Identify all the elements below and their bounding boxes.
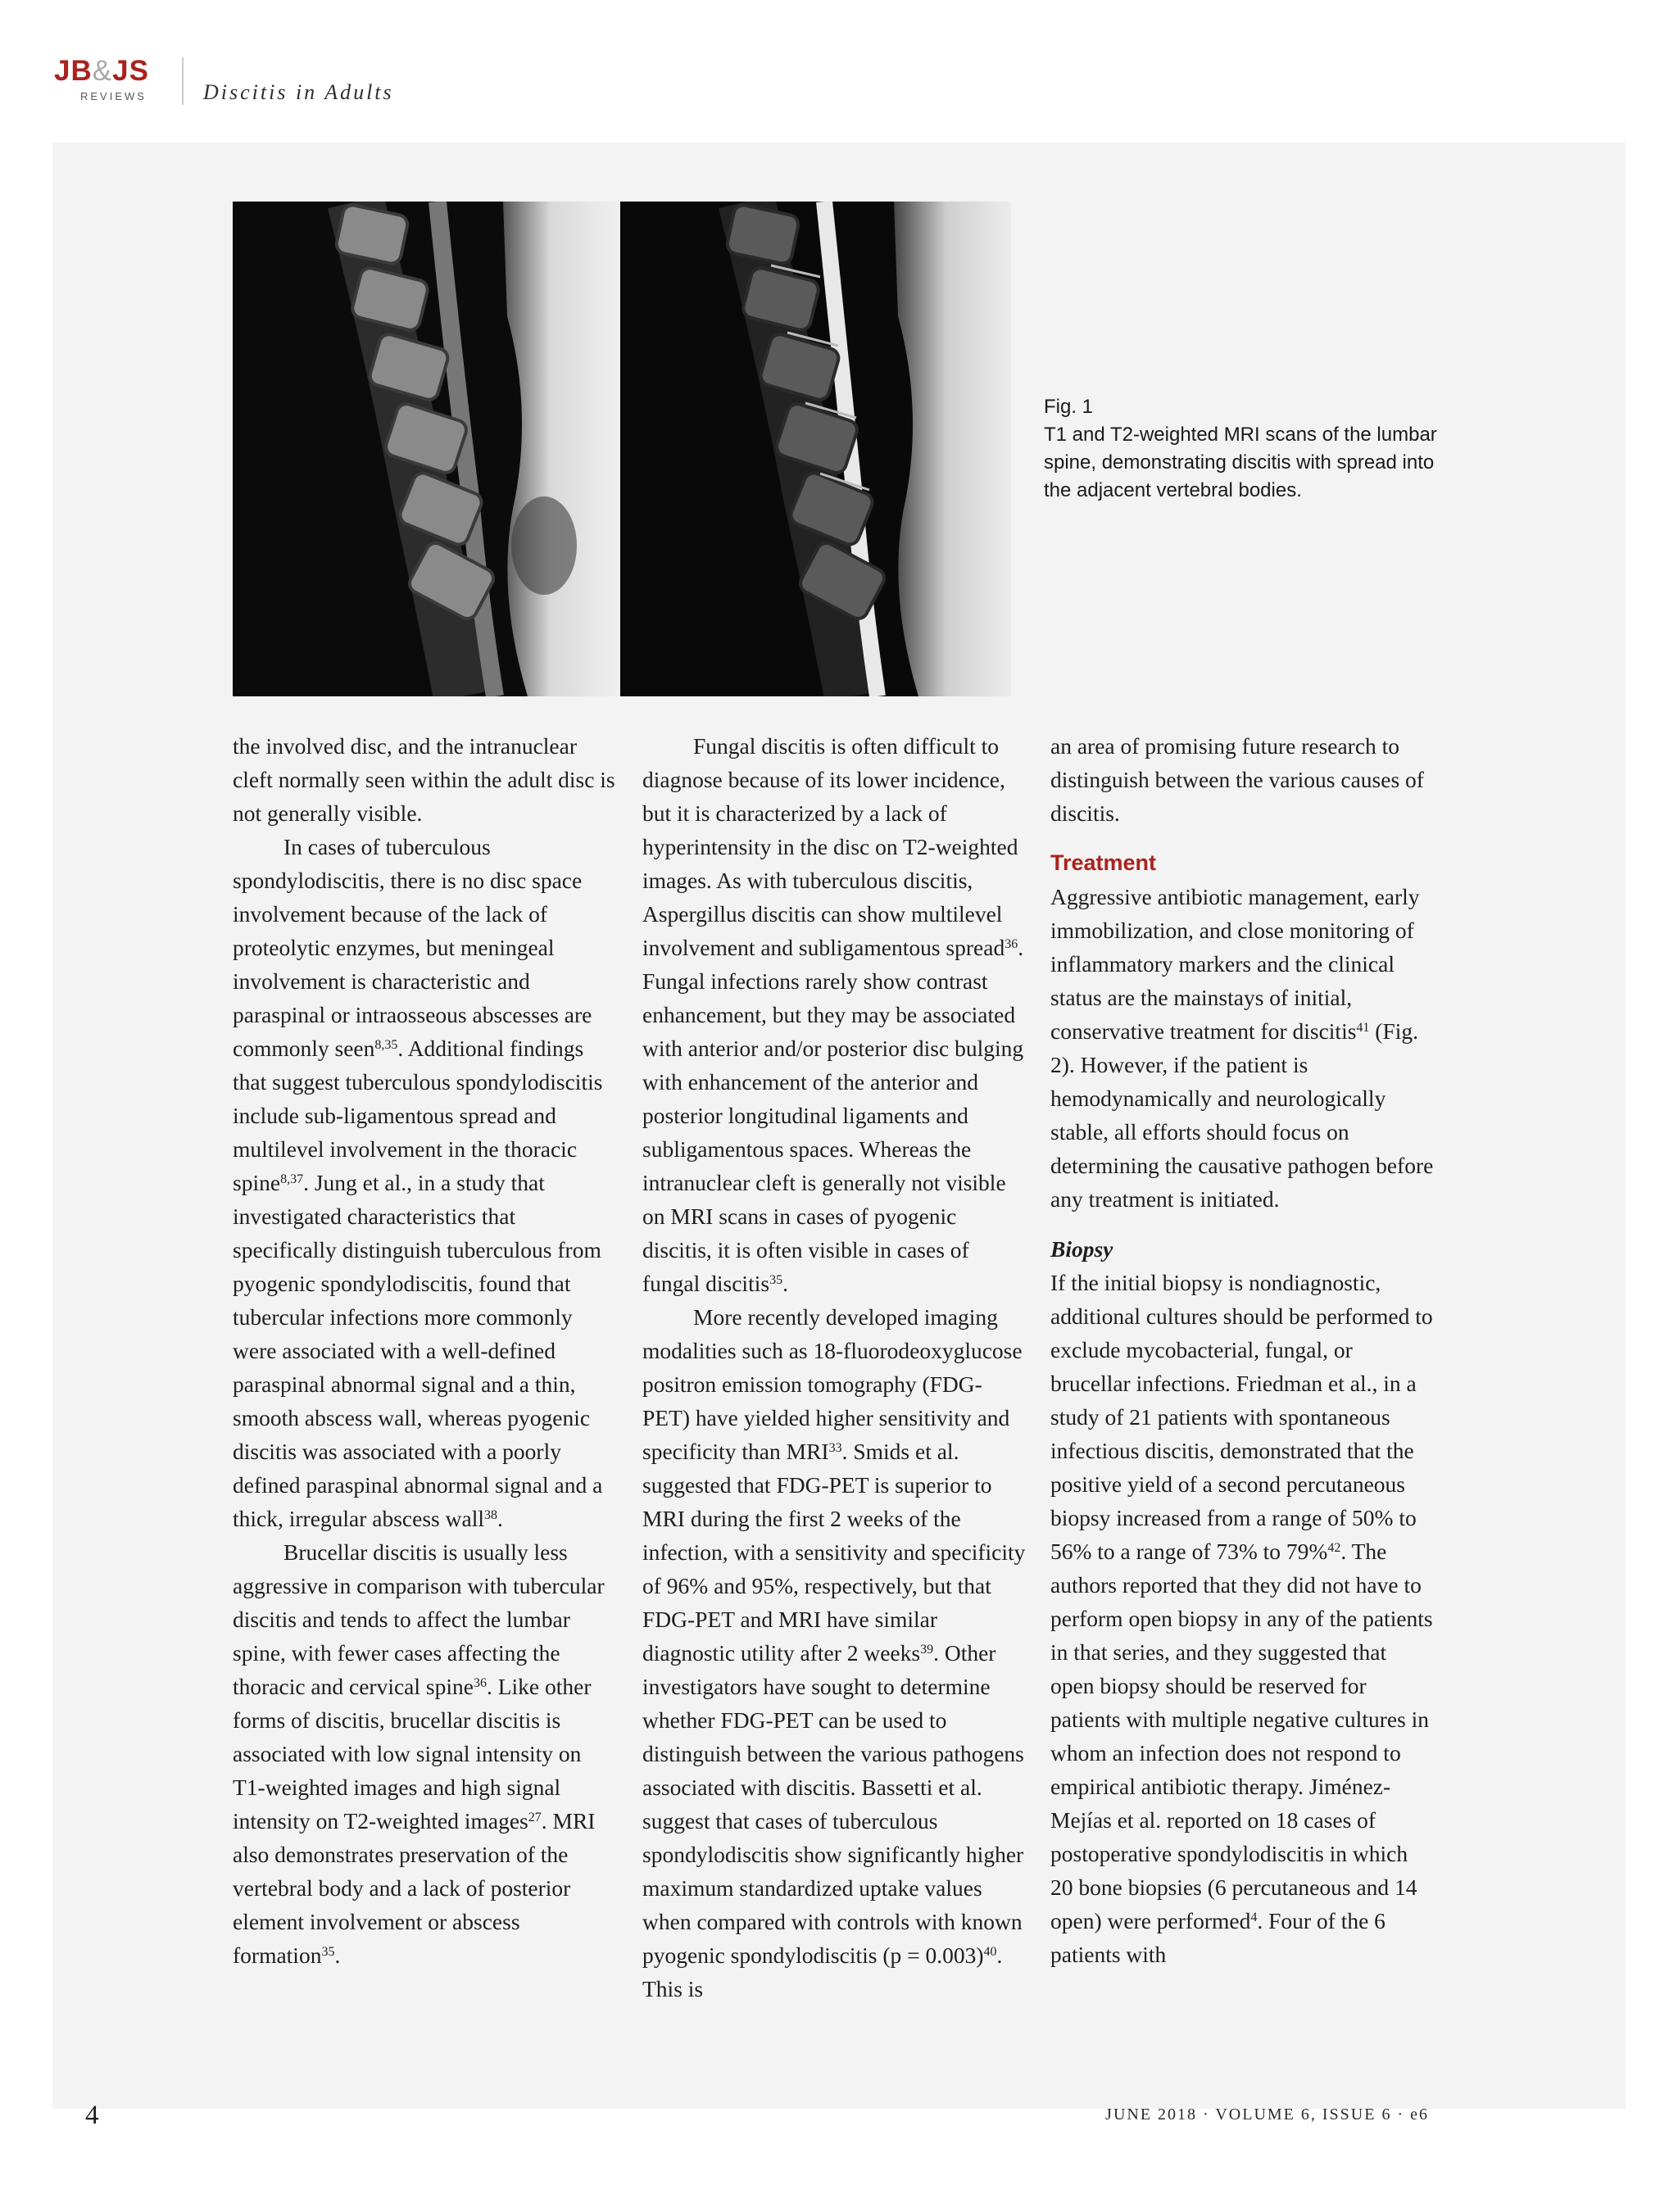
figure-caption-text: T1 and T2-weighted MRI scans of the lumbar spine, demonstrating discitis with spread into the adjacent vertebral bodies. [1044,424,1437,501]
text-column-2 [642,729,1027,2006]
paragraph: Brucellar discitis is usually less aggressive in comparison with tubercular discitis and tends to affect the lumbar spine, with fewer cases affecting the thoracic and cervical spine$^{36}$. Like other forms of discitis, brucellar discitis is associated with low signal intensity on T1-weighted images and high signal intensity on T2-weighted images$^{27}$. MRI also demonstrates preservation of the vertebral body and a lack of posterior element involvement or abscess formation$^{35}$. [233,1539,605,1968]
paragraph: Fungal discitis is often difficult to diagnose because of its lower incidence, but it is characterized by a lack of hyperintensity in the disc on T2-weighted images. As with tuberculous discitis, Aspergillus discitis can show multilevel involvement and subligamentous spread$^{36}$. Fungal infections rarely show contrast enhancement, but they may be associated with anterior and/or posterior disc bulging with enhancement of the anterior and posterior longitudinal ligaments and subligamentous spaces. Whereas the intranuclear cleft is generally not visible on MRI scans in cases of pyogenic discitis, it is often visible in cases of fungal discitis$^{35}$. [642,733,1024,1296]
citation: 38 [483,1508,497,1522]
page-number: 4 [85,2101,99,2130]
journal-logo [54,56,169,102]
paragraph: If the initial biopsy is nondiagnostic, additional cultures should be performed to exclude mycobacterial, fungal, or brucellar infections. Friedman et al., in a study of 21 patients with spontaneous infectious discitis, demonstrated that the positive yield of a second percutaneous biopsy increased from a range of 50% to 56% to a range of 73% to 79%$^{42}$. The authors reported that they did not have to perform open biopsy in any of the patients in that series, and they suggested that open biopsy should be reserved for patients with multiple negative cultures in whom an infection does not respond to empirical antibiotic therapy. Jiménez-Mejías et al. reported on 18 cases of postoperative spondylodiscitis in which 20 bone biopsies (6 percutaneous and 14 open) were performed$^4$. Four of the 6 patients with [1050,1270,1433,1967]
logo-wordmark [54,56,169,87]
mri-t1-image [233,202,620,696]
paragraph: an area of promising future research to distinguish between the various causes of discitis. [1050,733,1424,826]
mri-t2-image [624,202,1011,696]
citation: 39 [920,1643,934,1657]
paragraph: More recently developed imaging modalities such as 18-fluorodeoxyglucose positron emission tomography (FDG-PET) have yielded higher sensitivity and specificity than MRI$^{33}$. Smids et al. suggested that FDG-PET is superior to MRI during the first 2 weeks of the infection, with a sensitivity and specificity of 96% and 95%, respectively, but that FDG-PET and MRI have similar diagnostic utility after 2 weeks$^{39}$. Other investigators have sought to determine whether FDG-PET can be used to distinguish between the various pathogens associated with discitis. Bassetti et al. suggest that cases of tuberculous spondylodiscitis show significantly higher maximum standardized uptake values when compared with controls with known pyogenic spondylodiscitis (p = 0.003)$^{40}$. This is [642,1304,1026,2001]
citation: 41 [1356,1021,1370,1035]
issue-footer: JUNE 2018 · VOLUME 6, ISSUE 6 · e6 [1105,2105,1429,2124]
citation: 35 [321,1945,335,1959]
section-heading-treatment: Treatment [1050,850,1157,875]
logo-js: JS [112,55,149,87]
logo-ampersand: & [92,55,113,87]
figure-caption [1044,393,1445,505]
citation: 8,35 [374,1038,398,1052]
citation: 36 [1005,937,1018,951]
citation: 42 [1327,1541,1341,1555]
citation: 8,37 [280,1172,304,1186]
paragraph: Aggressive antibiotic management, early immobilization, and close monitoring of inflammatory markers and the clinical status are the mainstays of initial, conservative treatment for discitis$^{41}$ (Fig. 2). However, if the patient is hemodynamically and neurologically stable, all efforts should focus on determining the causative pathogen before any treatment is initiated. [1050,884,1434,1212]
paragraph: In cases of tuberculous spondylodiscitis, there is no disc space involvement because of the lack of proteolytic enzymes, but meningeal involvement is characteristic and paraspinal or intraosseous abscesses are commonly seen$^{8,35}$. Additional findings that suggest tuberculous spondylodiscitis include sub-ligamentous spread and multilevel involvement in the thoracic spine$^{8,37}$. Jung et al., in a study that investigated characteristics that specifically distinguish tuberculous from pyogenic spondylodiscitis, found that tubercular infections more commonly were associated with a well-defined paraspinal abnormal signal and a thin, smooth abscess wall, whereas pyogenic discitis was associated with a poorly defined paraspinal abnormal signal and a thick, irregular abscess wall$^{38}$. [233,834,603,1531]
paragraph: the involved disc, and the intranuclear cleft normally seen within the adult disc is not generally visible. [233,733,615,826]
text-column-3 [1050,729,1435,1971]
text-column-1 [233,729,618,1972]
running-title: Discitis in Adults [203,80,394,104]
citation: 36 [473,1676,487,1690]
citation: 4 [1250,1911,1258,1924]
header-divider [182,57,184,105]
citation: 35 [769,1273,783,1287]
logo-subtitle: REVIEWS [80,90,147,102]
figure-label: Fig. 1 [1044,396,1094,418]
logo-jb: JB [54,55,93,87]
citation: 33 [828,1441,842,1455]
mri-figure [233,202,1011,696]
subsection-heading-biopsy: Biopsy [1050,1236,1113,1262]
citation: 27 [528,1811,542,1824]
citation: 40 [983,1945,997,1959]
